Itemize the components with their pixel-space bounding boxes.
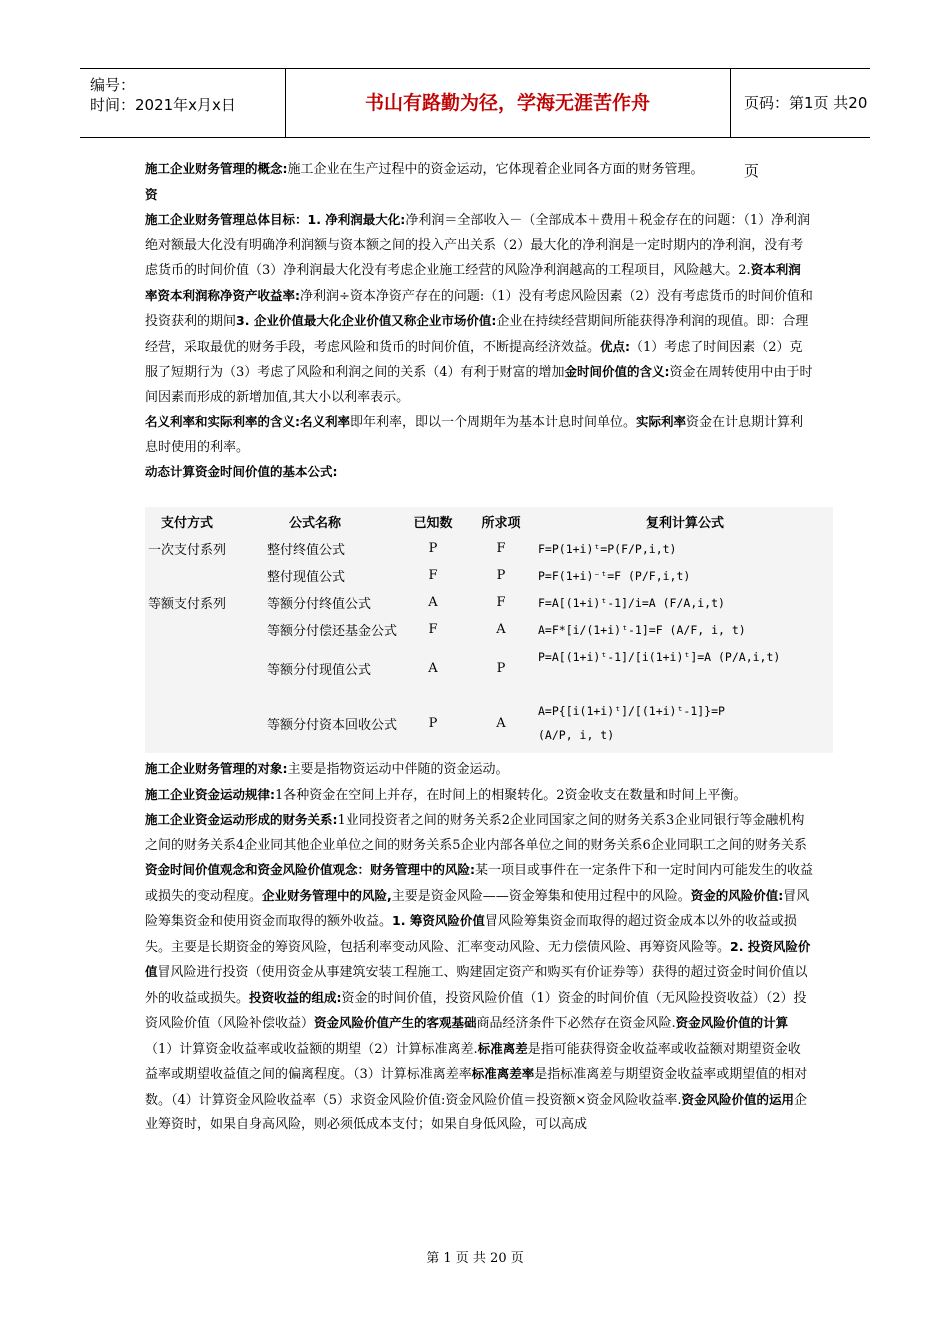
text: 净利润÷资本净资产存在的问题:（1）没有考虑风险因素（2）没有考虑货币的时间价值和投资获利的期间 <box>145 288 813 329</box>
cell-known: A <box>428 595 438 610</box>
bold-term: 企业财务管理中的风险, <box>262 887 392 903</box>
cell-known: P <box>428 715 438 731</box>
cell-target: A <box>496 715 506 731</box>
text: 冒风险筹集资金和使用资金而取得的额外收益。 <box>145 888 810 929</box>
page-footer: 第 1 页 共 20 页 <box>426 1251 524 1266</box>
bold-term: 资本利润率资本利润称净资产收益率: <box>145 262 801 303</box>
cell-formula: P=A[(1+i)ᵗ-1]/[i(1+i)ᵗ]=A (P/A,i,t) <box>538 650 781 664</box>
table-row <box>145 562 833 589</box>
bold-term: 名义利率 <box>300 414 351 429</box>
table-row <box>145 693 833 753</box>
cell-payment-type <box>145 616 229 643</box>
text: 企业筹资时，如果自身高风险，则必须低成本支付；如果自身低风险，可以高成 <box>145 1092 807 1132</box>
paragraph <box>145 410 813 460</box>
cell-target: P <box>496 568 506 583</box>
bold-term: 标准离差率 <box>471 1066 535 1081</box>
cell-known: F <box>428 622 438 637</box>
cell-formula: F=P(1+i)ᵗ=P(F/P,i,t) <box>538 541 677 556</box>
bold-term: 动态计算资金时间价值的基本公式: <box>145 464 338 479</box>
cell-formula-name: 等额分付资本回收公式 <box>267 717 398 733</box>
cell-target: F <box>496 541 506 556</box>
table-row <box>145 616 833 643</box>
header-motto: 书山有路勤为径，学海无涯苦作舟 <box>364 92 650 114</box>
text: 某一项目或事件在一定条件下和一定时间内可能发生的收益或损失的变动程度。 <box>145 863 814 904</box>
cell-known: F <box>428 568 438 583</box>
bold-term: 投资收益的组成: <box>249 989 342 1005</box>
bold-term: 施工企业资金运动形成的财务关系: <box>145 812 338 827</box>
column-header: 公式名称 <box>288 515 341 531</box>
bold-term: 名义利率和实际利率的含义: <box>145 414 300 429</box>
text: 主要是资金风险——资金筹集和使用过程中的风险。 <box>391 888 691 904</box>
bold-term: 金时间价值的含义: <box>564 364 670 379</box>
cell-formula: P=F(1+i)⁻ᵗ=F (P/F,i,t) <box>538 568 691 583</box>
bold-term: 3. 企业价值最大化企业价值又称企业市场价值: <box>236 313 497 328</box>
text: 施工企业在生产过程中的资金运动，它体现着企业同各方面的财务管理。 <box>287 162 704 177</box>
text: 1各种资金在空间上并存，在时间上的相聚转化。2资金收支在数量和时间上平衡。 <box>275 787 747 803</box>
cell-formula: A=P{[i(1+i)ᵗ]/[(1+i)ᵗ-1]}=P (A/P, i, t) <box>538 704 725 742</box>
cell-known: A <box>428 660 438 676</box>
cell-payment-type: 一次支付系列 <box>147 543 226 558</box>
cell-target: P <box>496 660 506 676</box>
cell-formula-name: 等额分付终值公式 <box>267 597 372 612</box>
text: 即年利率，即以一个周期年为基本计息时间单位。 <box>350 415 637 430</box>
text: 资金在周转使用中由于时间因素而形成的新增加值,其大小以利率表示。 <box>145 365 813 405</box>
text: 1业同投资者之间的财务关系2企业同国家之间的财务关系3企业同银行等金融机构之间的财务关系4企业同其他企业单位之间的财务关系5企业内部各单位之间的财务关系6企业同职工之间的财务关系 <box>145 813 807 853</box>
text: 是指标准离差与期望资金收益率或期望值的相对数。（4）计算资金风险收益率（5）求资金风险价值:资金风险价值＝投资额×资金风险收益率. <box>145 1067 808 1108</box>
table-title <box>145 460 813 486</box>
cell-payment-type <box>145 562 229 589</box>
cell-formula-name: 整付现值公式 <box>267 570 346 585</box>
paragraph <box>145 808 813 858</box>
bold-term: 施工企业财务管理的概念: <box>145 161 288 176</box>
bold-term: 施工企业财务管理总体目标：1. 净利润最大化: <box>145 212 406 227</box>
text: （1）考虑了时间因素（2）克服了短期行为（3）考虑了风险和利润之间的关系（4）有利于财富的增加 <box>145 339 803 380</box>
table-header-row <box>145 507 833 535</box>
text: （1）计算资金收益率或收益额的期望（2）计算标准离差. <box>145 1041 478 1057</box>
doc-number-label: 编号： <box>90 76 136 94</box>
text: 主要是指物资运动中伴随的资金运动。 <box>287 762 509 777</box>
cell-formula-name: 等额分付现值公式 <box>267 662 372 678</box>
cell-known: P <box>428 541 438 556</box>
cell-target: A <box>496 622 506 637</box>
bold-term: 施工企业财务管理的对象: <box>145 761 288 776</box>
text: 企业在持续经营期间所能获得净利润的现值。即：合理经营，采取最优的财务手段，考虑风险和货币的时间价值，不断提高经济效益。 <box>145 314 809 355</box>
bold-term: 2. 投资风险价值 <box>145 938 811 979</box>
cell-formula: A=F*[i/(1+i)ᵗ-1]=F (A/F, i, t) <box>538 622 746 637</box>
header-meta <box>90 75 236 115</box>
bold-term: 1. 筹资风险价值 <box>392 913 485 928</box>
column-header: 复利计算公式 <box>645 515 724 531</box>
text: 冒风险进行投资（使用资金从事建筑安装工程施工、购建固定资产和购买有价证券等）获得的超过资金时间价值以外的收益或损失。 <box>145 965 808 1006</box>
text: 资金的时间价值，投资风险价值（1）资金的时间价值（无风险投资收益）（2）投资风险价值（风险补偿收益） <box>145 990 807 1031</box>
column-header: 支付方式 <box>160 515 213 531</box>
cell-formula: F=A[(1+i)ᵗ-1]/i=A (F/A,i,t) <box>538 595 725 610</box>
text: 冒风险筹集资金而取得的超过资金成本以外的收益或损失。主要是长期资金的筹资风险，包括利率变动风险、汇率变动风险、无力偿债风险、再筹资风险等。 <box>145 914 797 955</box>
column-header: 已知数 <box>413 515 453 531</box>
cell-formula-name: 整付终值公式 <box>267 543 346 558</box>
bold-term: 资金风险价值的运用 <box>681 1091 794 1107</box>
text: 商品经济条件下必然存在资金风险. <box>476 1016 676 1031</box>
bold-term: 标准离差 <box>477 1040 528 1056</box>
column-header: 所求项 <box>481 515 521 531</box>
bold-term: 资金时间价值观念和资金风险价值观念：财务管理中的风险: <box>145 862 475 877</box>
paragraph <box>145 208 813 410</box>
paragraph <box>145 858 813 1138</box>
text: 是指可能获得资金收益率或收益额对期望资金收益率或期望收益值之间的偏离程度。（3）计算标准离差率 <box>145 1041 801 1082</box>
bold-term: 资金风险价值产生的客观基础 <box>314 1015 477 1030</box>
paragraph <box>145 783 813 809</box>
text: 净利润＝全部收入－（全部成本＋费用＋税金存在的问题：（1）净利润绝对额最大化没有明确净利润额与资本额之间的投入产出关系（2）最大化的净利润是一定时期内的净利润，没有考虑货币的时间价值（3）净利润最大化没有考虑企业施工经营的风险净利润越高的工程项目，风险越大。2. <box>145 213 811 278</box>
doc-date-label: 时间：2021年x月x日 <box>90 96 236 114</box>
bold-term: 资金的风险价值: <box>690 887 784 903</box>
bold-term: 资金风险价值的计算 <box>675 1015 789 1030</box>
header-divider <box>730 69 731 137</box>
bold-term: 施工企业资金运动规律: <box>145 786 275 802</box>
text: 资金在计息期计算利息时使用的利率。 <box>145 415 804 455</box>
bold-term: 优点: <box>600 338 631 354</box>
cell-payment-type <box>145 643 229 693</box>
paragraph <box>145 757 813 783</box>
formula-table <box>145 507 833 753</box>
bold-term: 实际利率 <box>636 414 687 429</box>
bold-term: 资 <box>145 186 158 202</box>
cell-payment-type: 等额支付系列 <box>147 597 226 612</box>
paragraph <box>145 183 813 209</box>
cell-payment-type <box>145 693 229 753</box>
cell-target: F <box>496 595 506 610</box>
paragraph <box>145 157 813 183</box>
table-row <box>145 589 833 616</box>
table-row <box>145 535 833 562</box>
table-row <box>145 643 833 693</box>
cell-formula-name: 等额分付偿还基金公式 <box>267 624 398 639</box>
header-page-label: 页码：第1页 共20页 <box>744 94 868 180</box>
